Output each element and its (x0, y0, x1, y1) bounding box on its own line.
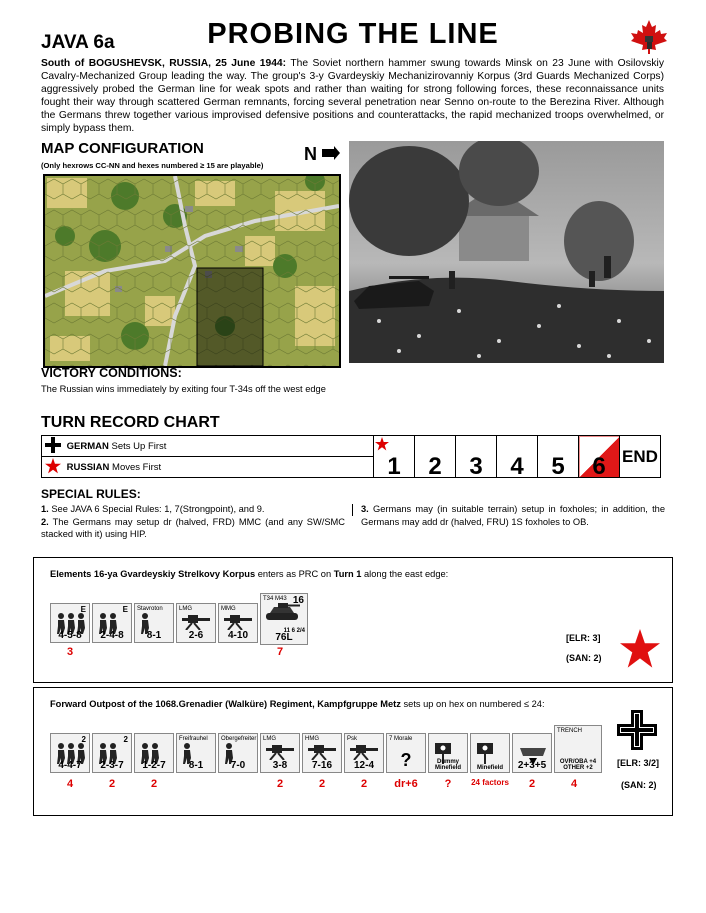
counter-strength: 2-3-7 (100, 760, 124, 771)
unit-counter (512, 733, 552, 773)
counter-quantity: ? (444, 778, 452, 790)
historical-photo (349, 141, 664, 363)
counter-tag: 7 Morale (389, 736, 413, 742)
counter-tag: E (122, 605, 128, 614)
map-board (43, 174, 341, 368)
soviet-star-icon (620, 629, 660, 669)
turn-box-end (620, 436, 661, 478)
scenario-location: South of BOGUSHEVSK, RUSSIA, 25 June 1944: (41, 58, 287, 69)
rules-divider (352, 504, 353, 516)
counter-strength: 4-10 (227, 630, 248, 641)
counter-strength: 1-2-7 (142, 760, 166, 771)
unit-counter (218, 603, 258, 643)
german-san: (SAN: 2) (621, 780, 657, 790)
counter-strength: 7-16 (311, 760, 332, 771)
scenario-intro (41, 57, 664, 135)
counter-strength: 2+3+5 (517, 760, 547, 771)
rule-number: 3. (361, 504, 369, 514)
unit-counter (302, 733, 342, 773)
counter-strength: 12-4 (353, 760, 374, 771)
german-cross-icon (45, 437, 61, 453)
counter-tag: Stavroton (137, 606, 163, 612)
counter-strength: Minefield (476, 765, 503, 771)
special-rule-3 (361, 503, 665, 528)
unit-counter (176, 603, 216, 643)
russian-star-icon (375, 437, 389, 451)
rule-text: Germans may (in suitable terrain) setup in foxholes; in addition, the Germans may add dr (halved, FRU) 1S foxholes to OB. (361, 504, 665, 527)
turn-record-table (41, 435, 661, 478)
ob-heading-text: enters as PRC on (255, 569, 334, 579)
unit-counter (386, 733, 426, 773)
counter-tag: Psk (347, 736, 358, 742)
counter-tag: E (80, 605, 86, 614)
turn-box-1 (374, 436, 415, 478)
turn-number: 1 (387, 453, 401, 480)
russian-san: (SAN: 2) (566, 653, 602, 663)
counter-quantity: 4 (570, 778, 578, 790)
special-rules-heading: SPECIAL RULES: (41, 487, 141, 501)
german-ob-heading (50, 699, 545, 709)
counter-strength: OVR/OBA +4 OTHER +2 (559, 759, 597, 771)
counter-quantity: 2 (276, 778, 284, 790)
tank-values: 11 6 2/4 (283, 628, 305, 634)
counter-quantity: 2 (108, 778, 116, 790)
special-rules-left (41, 503, 345, 541)
counter-quantity: 24 factors (471, 778, 509, 787)
russian-move-row (42, 457, 374, 478)
ob-heading-tail: along the east edge: (361, 569, 449, 579)
german-balkenkreuz-icon (617, 710, 657, 750)
rule-number: 2. (41, 516, 49, 527)
turn-number: 2 (428, 453, 442, 480)
turn-box-4 (497, 436, 538, 478)
unit-counter (344, 733, 384, 773)
special-rule-2 (41, 516, 345, 541)
counter-strength: 2-6 (188, 630, 204, 641)
north-label: N (304, 144, 317, 164)
counter-strength: 7-0 (230, 760, 246, 771)
counter-tag: LMG (179, 606, 193, 612)
russian-ob-heading (50, 569, 448, 579)
unit-counter (92, 733, 132, 773)
counter-quantity: 7 (276, 646, 284, 658)
counter-strength: Dummy Minefield (434, 759, 461, 771)
rule-text: The Germans may setup dr (halved, FRD) MMC (and any SW/SMC stacked with it) using HIP. (41, 516, 345, 539)
machine-gun-icon (306, 742, 340, 760)
machine-gun-icon (180, 612, 214, 630)
counter-strength: 4-5-8 (58, 630, 82, 641)
map-hexgrid-image (45, 176, 339, 366)
turn-box-2 (415, 436, 456, 478)
ob-unit-name: Forward Outpost of the 1068.Grenadier (Walküre) Regiment, Kampfgruppe Metz (50, 699, 401, 709)
unit-counter (218, 733, 258, 773)
german-setup-row (42, 436, 374, 457)
unit-counter (92, 603, 132, 643)
russian-side-name: RUSSIAN (66, 461, 110, 473)
unit-counter (176, 733, 216, 773)
german-order-of-battle (33, 687, 673, 816)
russian-side-text: Moves First (112, 461, 162, 473)
counter-quantity: 3 (66, 646, 74, 658)
counter-quantity: 2 (318, 778, 326, 790)
russian-order-of-battle (33, 557, 673, 683)
counter-tag: LMG (263, 736, 277, 742)
counter-strength: 2-4-8 (100, 630, 124, 641)
counter-quantity: 4 (66, 778, 74, 790)
german-elr: [ELR: 3/2] (617, 758, 660, 768)
turn-box-6 (579, 436, 620, 478)
counter-strength: ? (400, 750, 412, 770)
russian-elr: [ELR: 3] (566, 633, 601, 643)
counter-strength: 4-4-7 (58, 760, 82, 771)
minefield-flag-icon (474, 742, 496, 764)
rule-text: See JAVA 6 Special Rules: 1, 7(Strongpoint), and 9. (51, 504, 265, 514)
canada-flag-icon (627, 18, 671, 54)
machine-gun-icon (222, 612, 256, 630)
turn-number: 6 (592, 453, 606, 480)
unit-counter (260, 593, 308, 645)
ob-turn: Turn 1 (333, 569, 362, 579)
special-rule-1 (41, 503, 345, 516)
russian-star-icon (45, 458, 61, 474)
turn-number: 3 (469, 453, 483, 480)
scenario-id: JAVA 6a (41, 32, 115, 53)
counter-tag: TRENCH (557, 728, 582, 734)
counter-tag: T34 M43 (263, 596, 287, 602)
counter-quantity: 2 (528, 778, 536, 790)
counter-strength: 76L (275, 632, 293, 643)
map-heading: MAP CONFIGURATION (41, 140, 204, 157)
machine-gun-icon (264, 742, 298, 760)
unit-counter (50, 733, 90, 773)
counter-quantity: 2 (150, 778, 158, 790)
special-rules-right (361, 503, 665, 528)
rule-number: 1. (41, 504, 49, 514)
counter-strength: 3-8 (272, 760, 288, 771)
scenario-title: PROBING THE LINE (207, 18, 499, 50)
north-arrow-icon (322, 146, 340, 160)
counter-strength: 8-1 (188, 760, 204, 771)
german-side-text: Sets Up First (111, 440, 167, 452)
turn-box-3 (456, 436, 497, 478)
north-indicator (304, 144, 340, 165)
victory-heading: VICTORY CONDITIONS: (41, 366, 182, 380)
end-label: END (622, 446, 658, 466)
ob-unit-name: Elements 16-ya Gvardeyskiy Strelkovy Korpus (50, 569, 256, 579)
counter-tag: MMG (221, 606, 236, 612)
unit-counter (50, 603, 90, 643)
turn-number: 5 (551, 453, 565, 480)
unit-counter (428, 733, 468, 773)
counter-tag: Freifrauhel (179, 736, 208, 742)
scenario-intro-text: The Soviet northern hammer swung towards Minsk on 23 June with Osilovskiy Cavalry-Mechanized Group leading the way. The group's 3-y Gvardeyskiy Mechanizirovanniy Korpus (3rd Guards Mechanized Corps) aggressively probed the German line for weak spots and rather than waiting for strong following forces, these reconnaissance units fought their way through scattered German remnants, forcing several penetration near Senno on-route to the Berezina River. Although the Germans threw together various improvised defensive positions and counterattacks, the rapid mechanized troops overwhelmed, or simply bypass them. (41, 58, 664, 134)
machine-gun-icon (348, 742, 382, 760)
unit-counter (470, 733, 510, 773)
map-note: (Only hexrows CC-NN and hexes numbered ≥ 15 are playable) (41, 161, 264, 170)
unit-counter (134, 733, 174, 773)
turn-record-heading: TURN RECORD CHART (41, 414, 220, 431)
victory-text: The Russian wins immediately by exiting four T-34s off the west edge (41, 384, 326, 394)
unit-counter (260, 733, 300, 773)
tank-number: 16 (292, 595, 304, 606)
counter-tag: 2 (81, 735, 86, 744)
ob-heading-tail: sets up on hex on numbered ≤ 24: (400, 699, 545, 709)
turn-box-5 (538, 436, 579, 478)
unit-counter (554, 725, 602, 773)
turn-number: 4 (510, 453, 524, 480)
counter-quantity: 2 (360, 778, 368, 790)
counter-strength: 8-1 (146, 630, 162, 641)
counter-quantity: dr+6 (394, 778, 418, 790)
german-side-name: GERMAN (66, 440, 109, 452)
unit-counter (134, 603, 174, 643)
historical-photo-image (349, 141, 664, 363)
counter-tag: Obergefreiter (221, 736, 257, 742)
counter-tag: 2 (123, 735, 128, 744)
counter-tag: HMG (305, 736, 319, 742)
